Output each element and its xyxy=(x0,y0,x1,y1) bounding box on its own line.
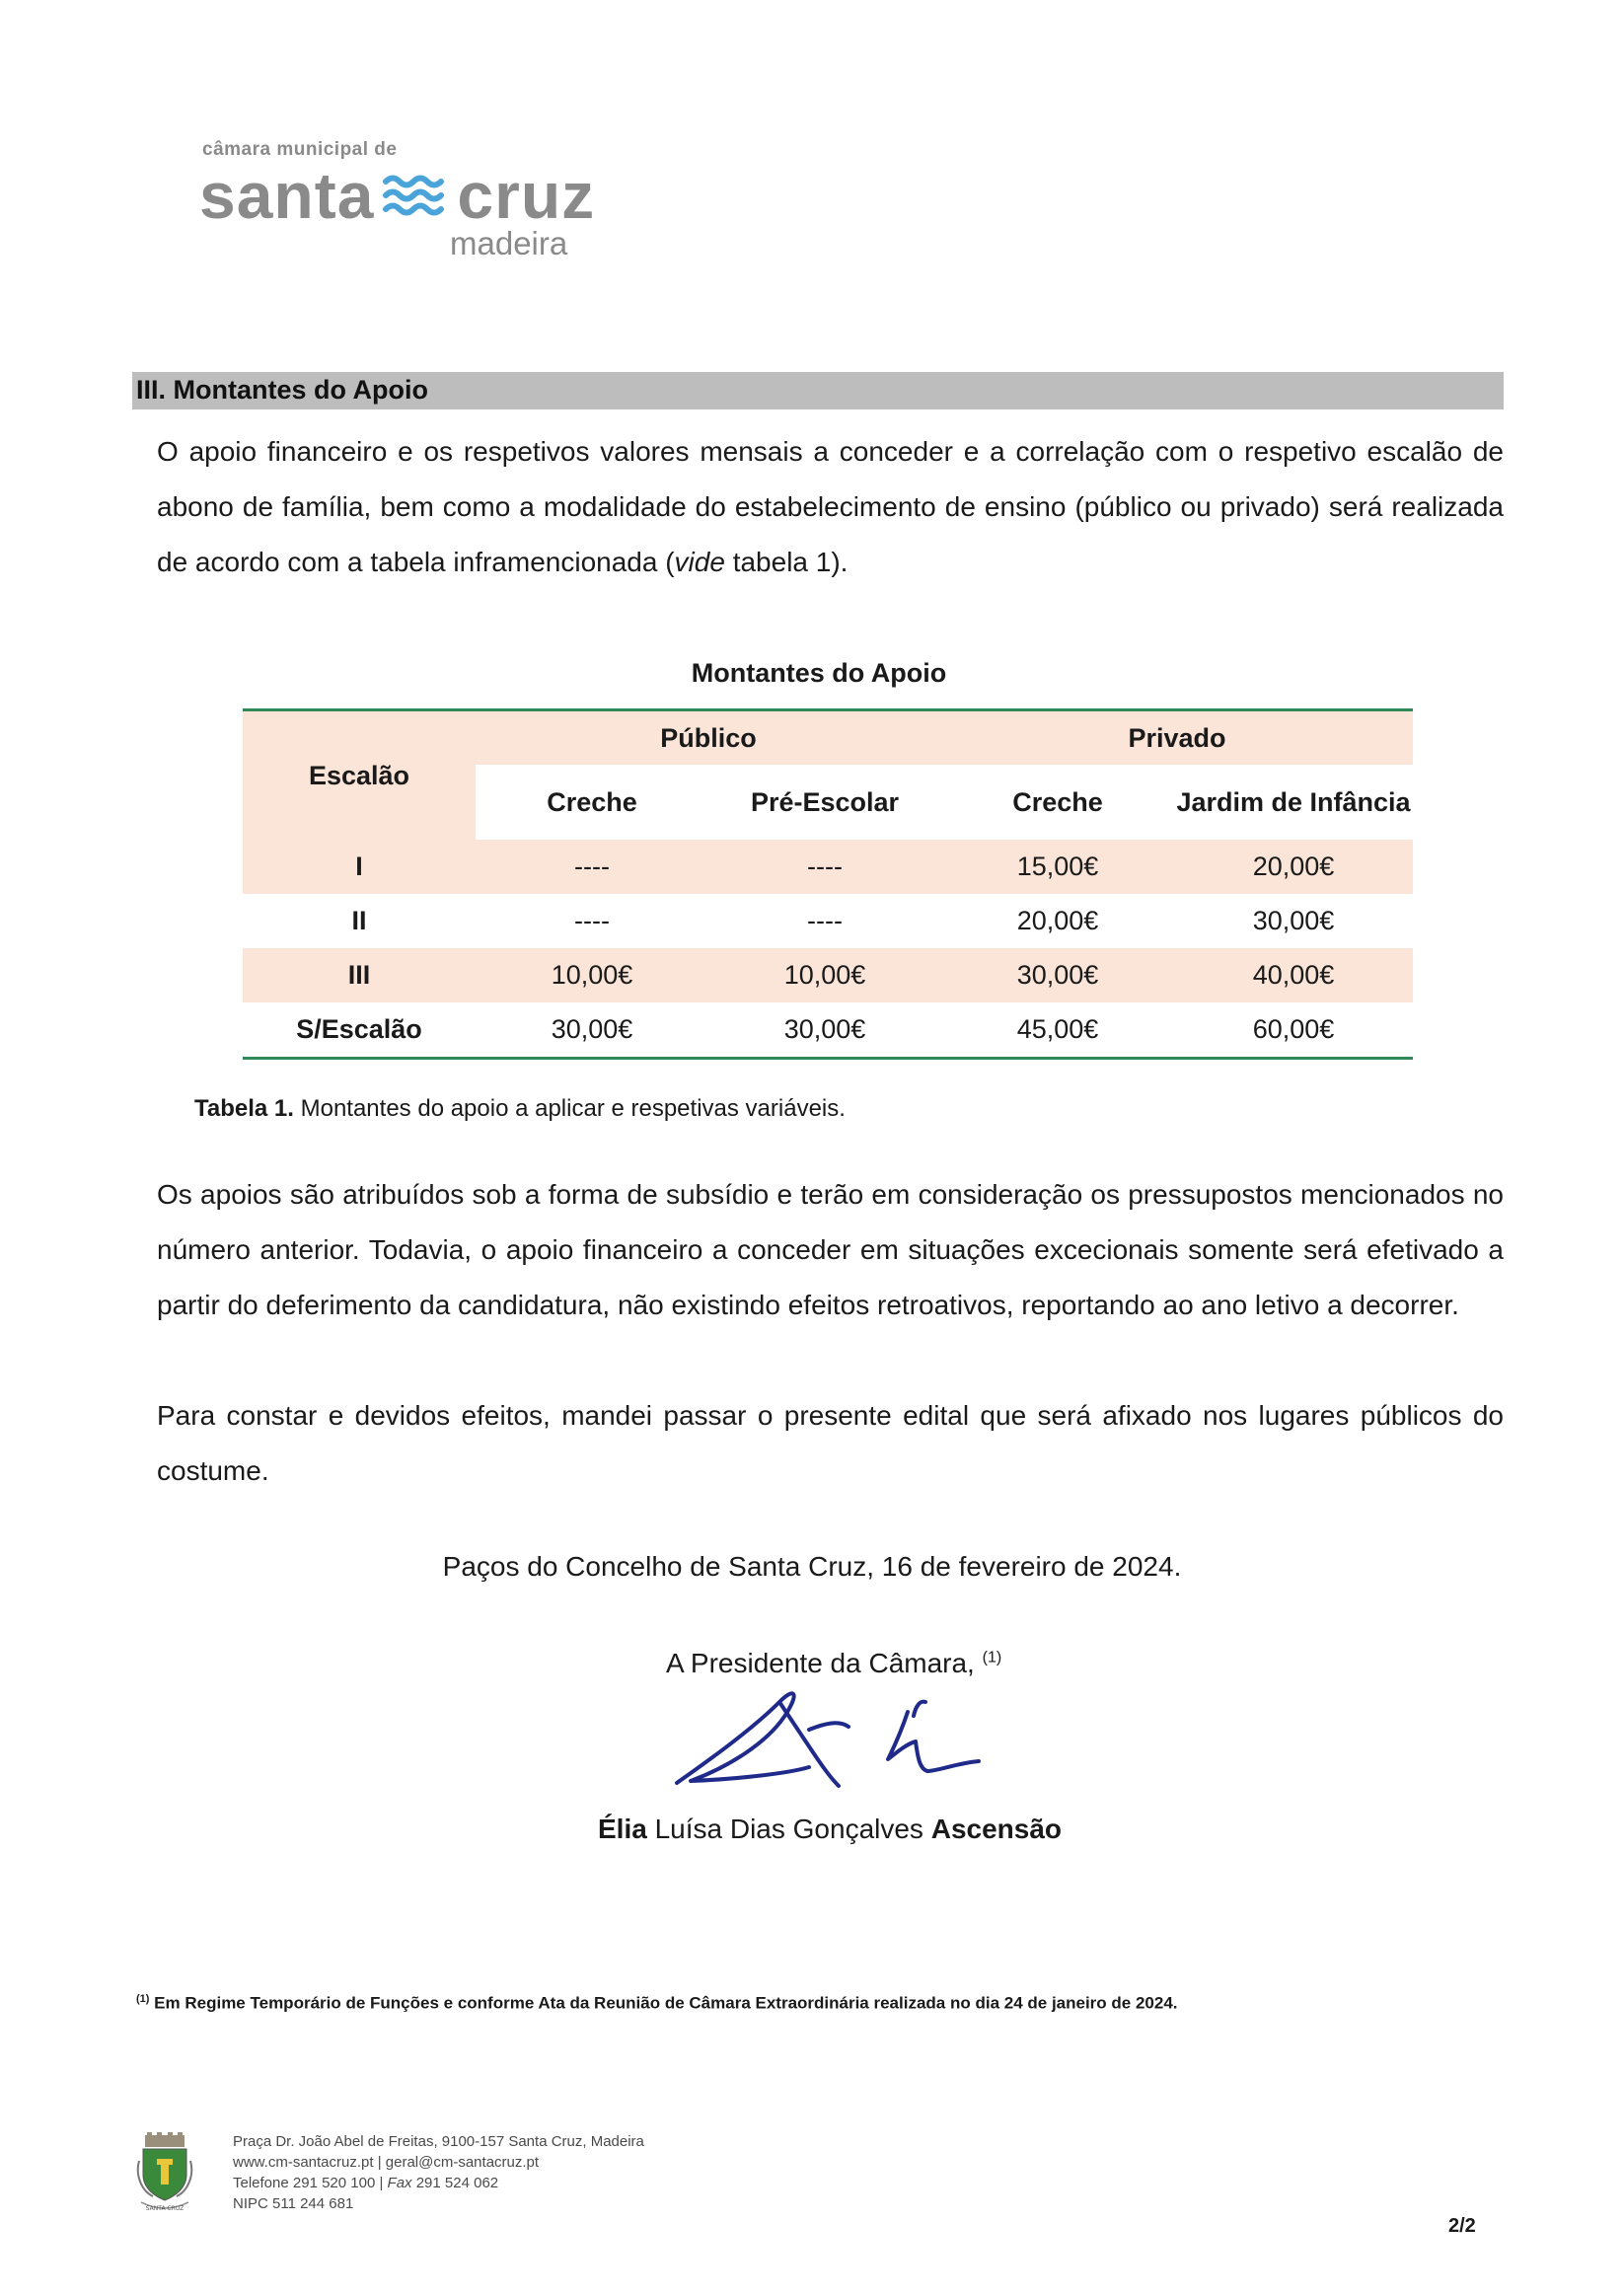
page-number: 2/2 xyxy=(1448,2215,1476,2237)
intro-italic-word: vide xyxy=(674,547,725,577)
header-privado: Privado xyxy=(941,710,1413,766)
logo-word-cruz: cruz xyxy=(457,159,596,232)
table-row xyxy=(243,1002,1413,1059)
intro-text: O apoio financeiro e os respetivos valores mensais a conceder e a correlação com o respetivo escalão de abono de família, bem como a modalidade do estabelecimento de ensino (público ou privado) será realizada de acordo com a tabela inframencionada (vide tabela 1). xyxy=(157,436,1504,577)
row-escalao: II xyxy=(351,906,367,935)
footnote-text: Em Regime Temporário de Funções e conforme Ata da Reunião de Câmara Extraordinária realizada no dia 24 de janeiro de 2024. xyxy=(149,1993,1178,2013)
subheader-publico-creche: Creche xyxy=(476,765,708,840)
footer-nipc: NIPC 511 244 681 xyxy=(233,2195,354,2212)
table-cell: ---- xyxy=(574,906,610,935)
footer-web: www.cm-santacruz.pt | geral@cm-santacruz.pt xyxy=(233,2154,540,2171)
table-cell: 10,00€ xyxy=(551,960,633,990)
paragraph-2: Os apoios são atribuídos sob a forma de subsídio e terão em consideração os pressupostos mencionados no número anterior. Todavia, o apoio financeiro a conceder em situações excecionais somente será efetivado a partir do deferimento da candidatura, não existindo efeitos retroativos, reportando ao ano letivo a decorrer. xyxy=(157,1179,1504,1320)
table-cell: 20,00€ xyxy=(1252,852,1335,881)
logo-subtitle: madeira xyxy=(450,225,568,261)
signer-last-name: Ascensão xyxy=(930,1814,1063,1844)
subheader-publico-pre-escolar: Pré-Escolar xyxy=(708,765,941,840)
footer-fax-label: Fax xyxy=(387,2175,412,2191)
table-row xyxy=(243,840,1413,894)
footer-contact xyxy=(233,2131,644,2214)
caption-label: Tabela 1. xyxy=(194,1095,294,1122)
waves-icon xyxy=(380,168,451,223)
table-caption xyxy=(194,1095,846,1123)
footer-address: Praça Dr. João Abel de Freitas, 9100-157 Santa Cruz, Madeira xyxy=(233,2133,644,2150)
table-cell: 30,00€ xyxy=(1252,906,1335,935)
signer-middle-name: Luísa Dias Gonçalves xyxy=(646,1814,931,1844)
place-date: Paços do Concelho de Santa Cruz, 16 de fevereiro de 2024. xyxy=(442,1551,1182,1582)
subheader-privado-jardim: Jardim de Infância xyxy=(1174,765,1413,840)
row-escalao: I xyxy=(355,852,363,881)
paragraph-3: Para constar e devidos efeitos, mandei passar o presente edital que será afixado nos lugares públicos do costume. xyxy=(157,1400,1504,1486)
table-cell: 30,00€ xyxy=(1016,960,1099,990)
table-cell: 20,00€ xyxy=(1016,906,1099,935)
signer-name xyxy=(0,1814,1624,1845)
signer-role-text: A Presidente da Câmara, xyxy=(666,1648,975,1678)
intro-paragraph xyxy=(157,424,1504,590)
header-escalao: Escalão xyxy=(243,710,476,841)
table-cell: 30,00€ xyxy=(708,1002,941,1059)
signer-role-note: (1) xyxy=(982,1649,1002,1666)
signature xyxy=(661,1672,997,1801)
header-publico: Público xyxy=(476,710,941,766)
caption-text: Montantes do apoio a aplicar e respetivas variáveis. xyxy=(293,1095,846,1122)
subheader-privado-creche: Creche xyxy=(941,765,1174,840)
section-title: III. Montantes do Apoio xyxy=(136,375,428,405)
logo-tagline: câmara municipal de xyxy=(202,139,398,160)
logo xyxy=(199,156,595,235)
footer-fax: 291 524 062 xyxy=(411,2175,499,2191)
footer-phone-label: Telefone 291 520 100 | xyxy=(233,2175,388,2191)
coat-of-arms-icon xyxy=(135,2131,194,2214)
table-cell: ---- xyxy=(807,906,843,935)
footnote-mark: (1) xyxy=(136,1993,150,2005)
footer-phone xyxy=(233,2173,644,2193)
table-row xyxy=(243,894,1413,948)
signer-first-name: Élia xyxy=(597,1814,647,1844)
logo-word-santa: santa xyxy=(199,159,375,232)
crest-text: SANTA CRUZ xyxy=(145,2205,185,2212)
footnote xyxy=(136,1993,1178,2014)
table-cell: 15,00€ xyxy=(1016,852,1099,881)
table-cell: 30,00€ xyxy=(476,1002,708,1059)
table-cell: 60,00€ xyxy=(1174,1002,1413,1059)
table-cell: 10,00€ xyxy=(783,960,866,990)
table-cell: 45,00€ xyxy=(941,1002,1174,1059)
row-escalao: S/Escalão xyxy=(243,1002,476,1059)
table-cell: 40,00€ xyxy=(1252,960,1335,990)
table-row xyxy=(243,948,1413,1002)
table-cell: ---- xyxy=(574,852,610,881)
table-cell: ---- xyxy=(807,852,843,881)
support-table xyxy=(243,708,1413,1060)
table-title: Montantes do Apoio xyxy=(691,658,947,688)
row-escalao: III xyxy=(347,960,371,990)
